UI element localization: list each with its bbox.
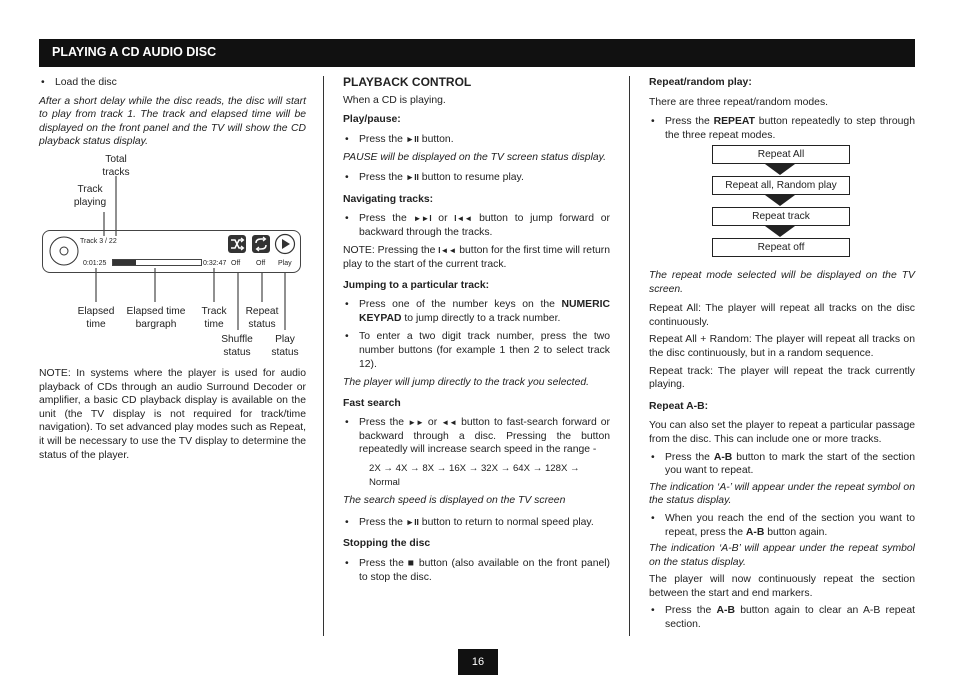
ab-continue: The player will now continuously repeat the section between the start and end markers.: [649, 574, 915, 599]
jump-note: The player will jump directly to the track you selected.: [343, 377, 590, 389]
playback-control-heading: PLAYBACK CONTROL: [343, 75, 472, 89]
list-item: • Load the disc: [39, 76, 306, 90]
jump-heading: Jumping to a particular track:: [343, 279, 490, 291]
nav-note: NOTE: Pressing the I◄◄ button for the first time will return play to the start of the current track.: [343, 245, 610, 270]
screen-play-status: Play: [278, 260, 292, 267]
skip-next-icon: ►►I: [413, 214, 432, 224]
skip-previous-icon: I◄◄: [438, 246, 457, 256]
screen-elapsed-time: 0:01:25: [83, 260, 107, 267]
stopping-heading: Stopping the disc: [343, 538, 431, 550]
screen-repeat-status: Off: [256, 260, 266, 267]
play-pause-icon: ►II: [405, 171, 419, 182]
play-pause-heading: Play/pause:: [343, 114, 401, 126]
label-elapsed-time: Elapsed time: [77, 306, 115, 330]
when-text: When a CD is playing.: [343, 94, 446, 106]
note-text: NOTE: In systems where the player is used for audio playback of CDs through an audio Surround Decoder or amplifier, a basic CD playback display is available on the unit (the TV display is not required for track/time navigation). To set advanced play modes such as Repeat, it will be necessary to use the TV display to determine the status of the player.: [39, 368, 306, 461]
flow-step-repeat-all: Repeat All: [712, 145, 850, 164]
shuffle-icon: [227, 234, 247, 254]
down-arrow-icon: [765, 195, 795, 207]
desc-repeat-track: Repeat track: The player will repeat the track currently playing.: [649, 365, 915, 391]
column-middle: [343, 76, 610, 589]
navigating-heading: Navigating tracks:: [343, 193, 434, 205]
label-shuffle-status: Shuffle status: [221, 334, 253, 358]
list-item: • Press the ►II button.: [343, 133, 610, 147]
down-arrow-icon: [765, 226, 795, 238]
skip-previous-icon: I◄◄: [454, 214, 473, 224]
label-track-playing: Track playing: [73, 184, 107, 208]
down-arrow-icon: [765, 164, 795, 176]
disc-icon: [48, 235, 80, 267]
desc-repeat-all: Repeat All: The player will repeat all tracks on the disc continuously.: [649, 303, 915, 328]
intro-text: After a short delay while the disc reads, the disc will start to play from track 1. The track and elapsed time will be displayed on the front panel and the TV will show the CD playback status display.: [39, 95, 306, 148]
repeat-random-heading: Repeat/random play:: [649, 77, 752, 88]
list-item: • Press the ►II button to return to normal speed play.: [343, 516, 610, 530]
flow-step-repeat-off: Repeat off: [712, 238, 850, 257]
list-item: • Press the A-B button again to clear an A-B repeat section.: [649, 604, 915, 631]
list-item: • When you reach the end of the section you want to repeat, press the A-B button again.: [649, 512, 915, 539]
list-item: • Press the ►►I or I◄◄ button to jump forward or backward through the tracks.: [343, 212, 610, 239]
ab-intro: You can also set the player to repeat a particular passage from the disc. This can include one or more tracks.: [649, 420, 915, 445]
column-right-lower: [649, 269, 915, 637]
list-item: • Press the REPEAT button repeatedly to step through the three repeat modes.: [649, 115, 915, 142]
list-item: • Press one of the number keys on the NUMERIC KEYPAD to jump directly to a track number.: [343, 298, 610, 325]
desc-repeat-random: Repeat All + Random: The player will repeat all tracks on the disc continuously, but in a random sequence.: [649, 334, 915, 359]
ab-note-2: The indication ‘A-B’ will appear under the repeat symbol on the status display.: [649, 543, 915, 568]
elapsed-progress-bar: [112, 259, 202, 266]
screen-track-readout: Track 3 / 22: [80, 238, 117, 245]
label-track-time: Track time: [201, 306, 227, 330]
list-item: • To enter a two digit track number, press the two number buttons (for example 1 then 2 to select track 12).: [343, 330, 610, 371]
play-status-icon: [274, 233, 296, 255]
label-elapsed-bargraph: Elapsed time bargraph: [126, 306, 186, 330]
fast-forward-icon: ►►: [408, 418, 424, 428]
list-item: • Press the A-B button to mark the start of the section you want to repeat.: [649, 451, 915, 478]
fast-search-note: The search speed is displayed on the TV screen: [343, 495, 566, 507]
mode-note: The repeat mode selected will be displayed on the TV screen.: [649, 270, 915, 295]
stop-icon: ■: [407, 558, 415, 570]
pause-note: PAUSE will be displayed on the TV screen status display.: [343, 152, 606, 164]
play-pause-icon: ►II: [405, 133, 419, 144]
screen-shuffle-status: Off: [231, 260, 241, 267]
ab-note-1: The indication ‘A-’ will appear under the repeat symbol on the status display.: [649, 481, 915, 507]
section-title: PLAYING A CD AUDIO DISC: [52, 45, 217, 59]
play-pause-icon: ►II: [405, 516, 419, 527]
repeat-ab-heading: Repeat A-B:: [649, 400, 709, 412]
screen-track-time: 0:32:47: [203, 260, 227, 267]
list-item: • Press the ■ button (also available on the front panel) to stop the disc.: [343, 557, 610, 584]
status-display-panel: [42, 230, 301, 273]
list-item: • Press the ►II button to resume play.: [343, 171, 610, 185]
flow-step-repeat-all-random: Repeat all, Random play: [712, 176, 850, 195]
label-repeat-status: Repeat status: [245, 306, 279, 330]
label-total-tracks: Total tracks: [102, 154, 130, 178]
list-item: • Press the ►► or ◄◄ button to fast-search forward or backward through a disc. Pressing the button repeatedly will increase search speed in the range -: [343, 416, 610, 457]
modes-intro: There are three repeat/random modes.: [649, 96, 829, 108]
repeat-icon: [251, 234, 271, 254]
speed-sequence: 2X → 4X → 8X → 16X → 32X → 64X → 128X → Normal: [369, 463, 580, 488]
label-play-status: Play status: [271, 334, 299, 358]
fast-search-heading: Fast search: [343, 397, 401, 409]
flow-step-repeat-track: Repeat track: [712, 207, 850, 226]
fast-rewind-icon: ◄◄: [441, 418, 458, 428]
column-right: [649, 76, 915, 147]
column-left-note: [39, 367, 306, 468]
elapsed-progress-fill: [113, 260, 136, 265]
page-number: 16: [458, 649, 498, 675]
